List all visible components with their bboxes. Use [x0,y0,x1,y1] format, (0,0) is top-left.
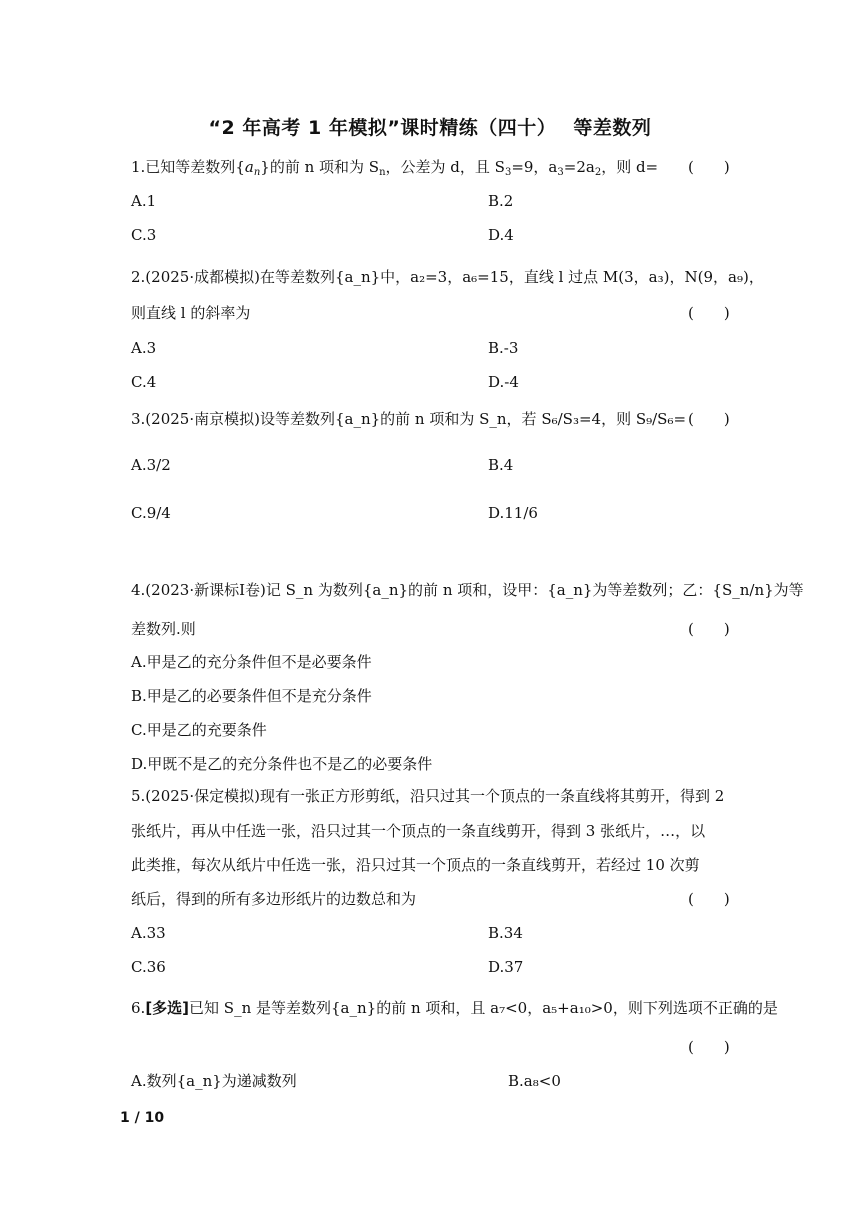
question-3-stem: 3.(2025·南京模拟)设等差数列{a_n}的前 n 项和为 S_n，若 S₆/S₃=4，则 S₉/S₆= [131,410,687,428]
q1-stem-c: ，公差为 d，且 S [385,158,505,176]
q2-option-a: A.3 [131,339,157,357]
q3-option-b: B.4 [488,456,514,474]
q1-stem-f: ，则 d= [601,158,659,176]
question-5-line-1: 5.(2025·保定模拟)现有一张正方形剪纸，沿只过其一个顶点的一条直线将其剪开，得到 2 [131,787,725,805]
question-6-stem [131,998,778,1018]
q6-answer-blank: ( ) [688,1038,730,1056]
q3-option-a: A.3/2 [131,456,171,474]
q1-option-b: B.2 [488,192,514,210]
q5-option-c: C.36 [131,958,166,976]
q1-stem-e: =2a [563,158,595,176]
q1-stem-d: =9，a [511,158,558,176]
question-2-line-1: 2.(2025·成都模拟)在等差数列{a_n}中，a₂=3，a₆=15，直线 l 过点 M(3，a₃)，N(9，a₉)， [131,268,764,286]
q6-prefix: 6. [131,999,146,1017]
page-title: “2 年高考 1 年模拟”课时精练（四十） 等差数列 [208,117,652,139]
q1-option-d: D.4 [488,226,514,244]
q3-option-d: D.11/6 [488,504,538,522]
question-4-line-2: 差数列.则 [131,620,196,638]
q2-option-d: D.-4 [488,373,519,391]
question-5-line-4: 纸后，得到的所有多边形纸片的边数总和为 [131,890,417,908]
q6-option-b: B.a₈<0 [508,1072,561,1090]
q2-answer-blank: ( ) [688,304,730,322]
q1-seq-symbol: $\{a_n\}$ [235,158,270,178]
q1-option-a: A.1 [131,192,157,210]
q4-option-d: D.甲既不是乙的充分条件也不是乙的必要条件 [131,755,433,773]
q1-stem-b: 的前 n 项和为 S [269,158,380,176]
q5-option-d: D.37 [488,958,524,976]
q5-option-b: B.34 [488,924,523,942]
q6-multi-select-tag: [多选] [145,999,190,1017]
q6-stem-text: 已知 S_n 是等差数列{a_n}的前 n 项和，且 a₇<0，a₅+a₁₀>0，则下列选项不正确的是 [189,999,778,1017]
question-5-line-2: 张纸片，再从中任选一张，沿只过其一个顶点的一条直线剪开，得到 3 张纸片，…，以 [131,822,706,840]
q2-option-b: B.-3 [488,339,519,357]
q1-stem-a: 1.已知等差数列 [131,158,236,176]
q5-answer-blank: ( ) [688,890,730,908]
q4-option-b: B.甲是乙的必要条件但不是充分条件 [131,687,372,705]
q1-answer-blank: ( ) [688,158,730,176]
question-1-stem: 1.已知等差数列$\{a_n\}$的前 n 项和为 $S_n$，公差为 d，且 $S_3=9$，$a_3=2a_2$，则 d= [131,158,659,178]
q6-option-a: A.数列{a_n}为递减数列 [131,1072,297,1090]
q1-option-c: C.3 [131,226,157,244]
q3-answer-blank: ( ) [688,410,730,428]
q5-option-a: A.33 [131,924,166,942]
question-2-line-2: 则直线 l 的斜率为 [131,304,251,322]
question-4-line-1: 4.(2023·新课标Ⅰ卷)记 S_n 为数列{a_n}的前 n 项和，设甲：{a_n}为等差数列；乙：{S_n/n}为等 [131,581,804,599]
q4-option-c: C.甲是乙的充要条件 [131,721,267,739]
q4-answer-blank: ( ) [688,620,730,638]
page-number: 1 / 10 [120,1110,165,1126]
question-5-line-3: 此类推，每次从纸片中任选一张，沿只过其一个顶点的一条直线剪开，若经过 10 次剪 [131,856,700,874]
q4-option-a: A.甲是乙的充分条件但不是必要条件 [131,653,372,671]
q3-option-c: C.9/4 [131,504,171,522]
q2-option-c: C.4 [131,373,157,391]
